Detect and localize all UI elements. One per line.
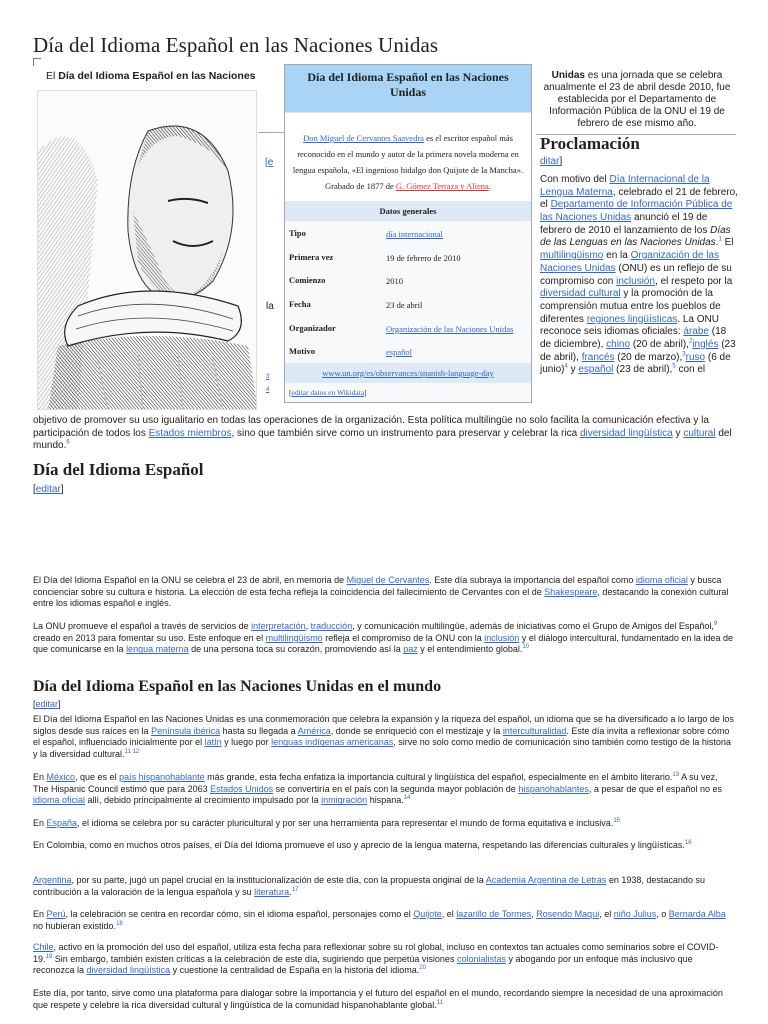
link[interactable]: literatura — [254, 886, 290, 897]
reference[interactable]: 11 — [436, 999, 443, 1006]
edit-wikidata-link[interactable]: editar datos en Wikidata — [291, 388, 365, 398]
link[interactable]: interculturalidad — [502, 725, 567, 736]
edit-section-mundo: [editar] — [33, 699, 61, 709]
infobox-website-row — [285, 363, 531, 384]
reference[interactable]: 3 — [682, 351, 686, 358]
proclamacion-paragraph-continued: objetivo de promover su uso igualitario en todas las operaciones de la organización. Esta política multilingüe no solo facilita la comunicación efectiva y la participación de todos los Estados miembros, sino que también sirve como un instrumento para preservar y celebrar la rica diversidad lingüística y cultural del mundo.$^6$ — [33, 415, 732, 451]
engraver-link[interactable]: G. Gómez Terraza y Aliena — [395, 181, 489, 192]
link[interactable]: inglés — [692, 338, 719, 350]
infobox-row-label: Motivo — [289, 346, 315, 357]
dia-paragraph-1: El Día del Idioma Español en la ONU se celebra el 23 de abril, en memoria de Miguel de Cervantes. Este día subraya la importancia del español como idioma oficial y busca concienciar sobre su cultura e historia. La elección de esta fecha refleja la coincidencia del fallecimiento de Cervantes con el de Shakespeare, destacando la conexión cultural entre los idiomas español e inglés. — [33, 575, 729, 609]
link[interactable]: latín — [204, 737, 222, 748]
infobox-row — [285, 245, 531, 269]
dia-paragraph-2: La ONU promueve el español a través de servicios de interpretación, traducción, y comunicación multilingüe, además de iniciativas como el Grupo de Amigos del Español,$^9$ creado en 2013 para fomentar su uso. Este enfoque en el multilingüismo refleja el compromiso de la ONU con la inclusión y el diálogo intercultural, fundamentado en la idea de que comunicarse en la lengua materna de una persona toca su corazón, promoviendo así la paz y el entendimiento global.$^{10}$ — [33, 621, 733, 655]
mundo-paragraph-4: En Colombia, como en muchos otros países, el Día del Idioma promueve el uso y aprecio de la lengua materna, respetando las diferencias culturales y lingüísticas.$^{16}$ — [33, 840, 692, 850]
link[interactable]: árabe — [683, 326, 709, 338]
link[interactable]: Quijote — [413, 909, 442, 919]
mundo-paragraph-2: En México, que es el país hispanohablante más grande, esta fecha enfatiza la importancia cultural y lingüística del español, especialmente en el ámbito literario.$^{13}$ A su vez, The Hispanic Council estimó que para 2063 Estados Unidos se convertiría en el país con la segunda mayor población de hispanohablantes, a pesar de que el español no es idioma oficial allí, debido principalmente al crecimiento impulsado por la inmigración hispana.$^{14}$ — [33, 772, 722, 806]
infobox-row-value: 19 de febrero de 2010 — [386, 252, 461, 263]
link[interactable]: inclusión — [484, 632, 520, 643]
link[interactable]: diversidad lingüística — [579, 427, 673, 439]
link[interactable]: Rosendo Maqui — [536, 909, 600, 919]
infobox-row-value: 23 de abril — [386, 299, 423, 310]
link[interactable]: diversidad lingüística — [86, 965, 171, 976]
link[interactable]: idioma oficial — [635, 575, 688, 585]
link[interactable]: Academia Argentina de Letras — [485, 875, 607, 885]
page-title: Día del Idioma Español en las Naciones Unidas — [33, 33, 439, 57]
section-heading-mundo: Día del Idioma Español en las Naciones Unidas en el mundo — [33, 678, 442, 695]
edit-link[interactable]: editar — [35, 699, 59, 709]
broken-image-icon — [33, 58, 41, 66]
reference[interactable]: 19 — [45, 953, 53, 960]
reference[interactable]: 6 — [66, 439, 70, 446]
reference[interactable]: 1 — [718, 237, 722, 244]
link[interactable]: lenguas indígenas americanas — [271, 737, 394, 748]
link[interactable]: Shakespeare — [544, 586, 598, 597]
infobox-row-value: 2010 — [386, 276, 403, 287]
link[interactable]: Departamento de Información Pública de las Naciones Unidas — [540, 199, 733, 224]
link[interactable]: Perú — [46, 909, 66, 919]
link[interactable]: interpretación — [251, 621, 306, 631]
link[interactable]: lengua materna — [126, 644, 189, 655]
infobox-row — [285, 221, 531, 245]
infobox-row-value[interactable]: día internacional — [386, 229, 443, 240]
cervantes-link[interactable]: Don Miguel de Cervantes Saavedra — [303, 133, 424, 143]
link[interactable]: Estados Unidos — [210, 783, 274, 794]
edit-link-fragment[interactable]: [e — [265, 157, 274, 168]
link[interactable]: país hispanohablante — [119, 772, 205, 782]
section-heading-dia-idioma: Día del Idioma Español — [33, 460, 204, 479]
link[interactable]: Organización de las Naciones Unidas — [540, 250, 719, 274]
link[interactable]: hispanohablantes — [518, 783, 589, 794]
link[interactable]: multilingüismo — [265, 632, 323, 643]
reference[interactable]: 15 — [613, 818, 621, 824]
edit-link[interactable]: editar — [35, 484, 61, 495]
link[interactable]: inmigración — [321, 795, 368, 806]
mundo-paragraph-7: Chile, activo en la promoción del uso del español, utiliza esta fecha para reflexionar sobre su rol global, incluso en contextos tan actuales como seminarios sobre el COVID-19.19 Sin embargo, también existen críticas a la celebración de este día, sugiriendo que perpetúa visiones colonialistas y abogando por un enfoque más inclusivo que reconozca la diversidad lingüística y cuestione la centralidad de España en la historia del idioma.$^{20}$ — [33, 942, 719, 976]
section-heading-proclamacion: Proclamación — [540, 134, 640, 153]
link[interactable]: inclusión — [616, 275, 656, 287]
reference[interactable]: 13 — [672, 772, 680, 778]
infobox-row — [285, 268, 531, 292]
infobox-divider-left — [258, 132, 286, 133]
link[interactable]: Chile — [33, 942, 54, 952]
infobox-subheading: Datos generales — [285, 201, 531, 222]
infobox-row-label: Tipo — [289, 228, 306, 239]
portrait-illustration — [38, 91, 257, 410]
link[interactable]: traducción — [310, 621, 353, 631]
link[interactable]: español — [578, 364, 614, 376]
link[interactable]: diversidad cultural — [540, 288, 621, 300]
mundo-paragraph-5: Argentina, por su parte, jugó un papel crucial en la institucionalización de este día, con la propuesta original de la Academia Argentina de Letras en 1938, destacando su contribución a la valoración de la lengua española y su literatura.$^{17}$ — [33, 875, 705, 897]
infobox-row — [285, 316, 531, 340]
link[interactable]: Argentina — [33, 875, 72, 885]
infobox-caption: Don Miguel de Cervantes Saavedra es el escritor español más reconocido en el mundo y autor de la primera novela moderna en lengua española, «El ingenioso hidalgo don Quijote de la Mancha». Grabado de 1877 de G. Gómez Terraza y Aliena. — [285, 112, 531, 201]
link[interactable]: Península ibérica — [151, 725, 221, 736]
text-fragment: la — [266, 301, 274, 312]
link[interactable]: paz — [403, 644, 418, 655]
infobox-row-value[interactable]: español — [386, 347, 412, 358]
reference[interactable]: 14 — [403, 795, 411, 802]
link[interactable]: chino — [606, 338, 631, 350]
mundo-paragraph-8: Este día, por tanto, sirve como una plataforma para dialogar sobre la importancia y el futuro del español en el mundo, recordando siempre la necesidad de una aproximación que respete y celebre la rica diversidad cultural y lingüística de la comunidad hispanohablante global.$^{11}$ — [33, 988, 723, 1010]
link[interactable]: ruso — [685, 351, 706, 363]
mundo-paragraph-6: En Perú, la celebración se centra en recordar cómo, sin el idioma español, personajes como el Quijote, el lazarillo de Tormes, Rosendo Maqui, el niño Julius, o Bernarda Alba no hubieran existido.$^{18}$ — [33, 909, 726, 931]
infobox-row-label: Comienzo — [289, 275, 326, 286]
reference[interactable]: 17 — [291, 886, 299, 893]
link[interactable]: España — [46, 818, 78, 828]
reference[interactable]: 16 — [684, 840, 692, 846]
edit-section-proclamacion: ditar] — [540, 156, 563, 167]
infobox-row-value[interactable]: Organización de las Naciones Unidas — [386, 323, 514, 334]
link[interactable]: niño Julius — [613, 909, 657, 919]
link[interactable]: lazarillo de Tormes — [456, 909, 532, 919]
link[interactable]: idioma oficial — [33, 795, 86, 806]
infobox-rows — [285, 221, 531, 363]
reference[interactable]: 2 — [688, 338, 693, 345]
infobox-row-label: Primera vez — [289, 251, 334, 262]
link[interactable]: Estados miembros — [148, 427, 232, 439]
reference[interactable]: 20 — [419, 965, 426, 972]
link[interactable]: cultural — [683, 427, 716, 439]
infobox-row-label: Organizador — [289, 322, 336, 333]
link[interactable]: Bernarda Alba — [668, 909, 726, 919]
wikidata-edit: [editar datos en Wikidata] — [289, 388, 367, 398]
proclamacion-paragraph: Con motivo del Día Internacional de la Lengua Materna, celebrado el 21 de febrero, el Departamento de Información Pública de las Naciones Unidas anunció el 19 de febrero de 2010 el lanzamiento de los Días de las Lenguas en las Naciones Unidas.$^1$ El multilingüismo en la Organización de las Naciones Unidas (ONU) es un reflejo de su compromiso con inclusión, el respeto por la diversidad cultural y la promoción de la comprensión mutua entre los pueblos de diferentes regiones lingüísticas. La ONU reconoce seis idiomas oficiales: árabe (18 de diciembre), chino (20 de abril),$^2$inglés (23 de abril), francés (20 de marzo),$^3$ruso (6 de junio)$^4$ y español (23 de abril),$^5$ con el — [540, 174, 738, 376]
reference[interactable]: 5 — [672, 363, 676, 370]
mundo-paragraph-1: El Día del Idioma Español en las Naciones Unidas es una conmemoración que celebra la expansión y la riqueza del español, un idioma que se ha diversificado a lo largo de los siglos desde sus raíces en la Península ibérica hasta su llegada a América, donde se enriqueció con el mestizaje y la interculturalidad. Este día invita a reflexionar sobre cómo el español, influenciado inicialmente por el latín y luego por lenguas indígenas americanas, sirve no solo como medio de comunicación sino también como testigo de la historia y la diversidad cultural.$^{11 12}$ — [33, 714, 734, 760]
infobox-title: Día del Idioma Español en las Naciones Unidas — [285, 65, 531, 112]
reference[interactable]: 18 — [116, 920, 123, 927]
infobox-row — [285, 339, 531, 363]
link[interactable]: francés — [581, 351, 615, 363]
edit-section-dia: [editar] — [33, 484, 64, 495]
link[interactable]: América — [297, 725, 331, 736]
link[interactable]: regiones lingüísticas — [586, 313, 678, 325]
reference-fragment[interactable]: 3 — [266, 374, 270, 380]
infobox — [284, 64, 532, 403]
reference-fragment[interactable]: 4 — [266, 387, 270, 393]
link[interactable]: México — [46, 772, 76, 782]
intro-lead-right: Unidas es una jornada que se celebra anualmente el 23 de abril desde 2010, fue establecida por el Departamento de Información Pública de la ONU el 19 de febrero de ese mismo año. — [543, 70, 731, 129]
reference[interactable]: 4 — [564, 363, 568, 370]
cervantes-engraving-image[interactable] — [37, 90, 257, 410]
official-website-link[interactable]: www.un.org/es/observances/spanish-language-day — [322, 367, 494, 378]
link[interactable]: colonialistas — [456, 953, 506, 964]
reference[interactable]: 9 — [713, 621, 718, 627]
link[interactable]: multilingüismo — [540, 250, 604, 262]
reference[interactable]: 11 12 — [124, 749, 140, 756]
edit-link[interactable]: ditar — [540, 156, 560, 167]
reference[interactable]: 10 — [522, 644, 530, 651]
infobox-row — [285, 292, 531, 316]
intro-lead-left: El Día del Idioma Español en las Naciones — [46, 70, 256, 82]
mundo-paragraph-3: En España, el idioma se celebra por su carácter pluricultural y por ser una herramienta para representar el mundo de forma equitativa e inclusiva.$^{15}$ — [33, 818, 621, 828]
infobox-row-label: Fecha — [289, 298, 311, 309]
link[interactable]: Día Internacional de la Lengua Materna — [540, 174, 710, 198]
intro-bold-title: Día del Idioma Español en las Naciones — [58, 70, 256, 82]
link[interactable]: Miguel de Cervantes — [346, 575, 430, 585]
